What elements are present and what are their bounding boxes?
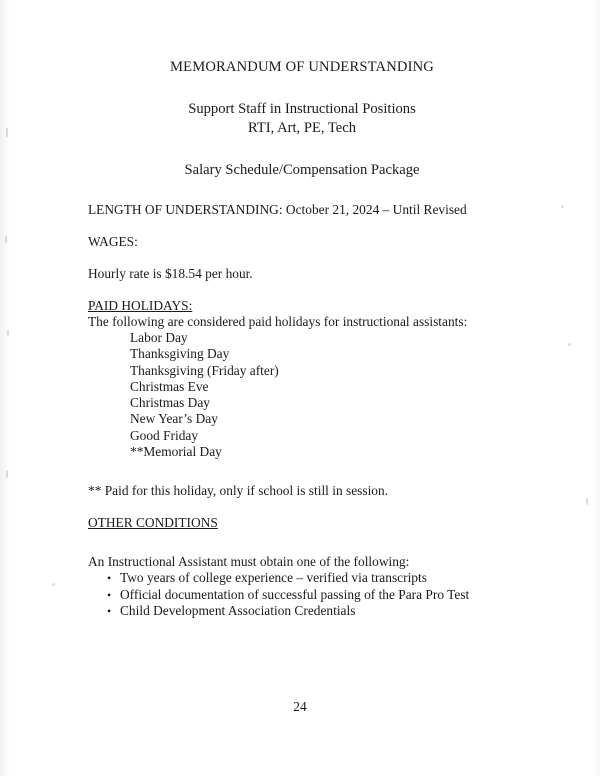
list-item: Labor Day [130, 330, 188, 345]
list-item: Thanksgiving Day [130, 346, 230, 362]
paid-holidays-intro: The following are considered paid holidays for instructional assistants: [88, 314, 468, 329]
spacer [88, 499, 516, 515]
wages-text: Hourly rate is $18.54 per hour. [88, 266, 253, 281]
scan-speck [568, 343, 571, 346]
list-item: Christmas Eve [130, 378, 209, 394]
page-number: 24 [293, 699, 307, 714]
subtitle-line-1: Support Staff in Instructional Positions [188, 101, 416, 117]
list-item [88, 570, 516, 586]
subtitle-line-2: RTI, Art, PE, Tech [247, 120, 357, 136]
spacer [88, 282, 516, 298]
scan-speck [52, 583, 55, 586]
spacer [88, 179, 516, 202]
title-block [88, 0, 516, 179]
subtitle-line-3: Salary Schedule/Compensation Package [184, 162, 420, 178]
list-item: Thanksgiving (Friday after) [130, 362, 279, 378]
spacer [88, 531, 516, 554]
bullet-icon: • [107, 603, 112, 618]
scan-speck [586, 498, 588, 505]
wages-heading: WAGES: [88, 234, 138, 249]
document-body [88, 0, 516, 619]
spacer [88, 218, 516, 234]
length-of-understanding: LENGTH OF UNDERSTANDING: October 21, 2024 – Until Revised [88, 202, 467, 217]
list-item-label: Two years of college experience – verified via transcripts [120, 570, 427, 586]
scan-speck [561, 205, 564, 208]
spacer [88, 460, 516, 483]
scan-edge-shadow-left [0, 0, 10, 776]
other-conditions-intro: An Instructional Assistant must obtain one of the following: [88, 554, 410, 570]
other-conditions-heading: OTHER CONDITIONS [88, 515, 218, 531]
scan-edge-shadow-right [592, 0, 600, 776]
list-item [88, 603, 516, 619]
scan-speck [5, 236, 7, 243]
list-item-label: Official documentation of successful passing of the Para Pro Test [120, 586, 470, 602]
list-item: Good Friday [130, 427, 199, 443]
list-item: **Memorial Day [130, 444, 222, 460]
spacer [88, 250, 516, 266]
scan-speck [7, 330, 9, 336]
list-item: Christmas Day [130, 395, 210, 411]
page-title: MEMORANDUM OF UNDERSTANDING [170, 59, 434, 75]
paid-holidays-heading: PAID HOLIDAYS: [88, 298, 193, 313]
scan-speck [6, 470, 8, 478]
scan-speck [6, 128, 8, 137]
list-item-label: Child Development Association Credentials [120, 602, 356, 618]
bullet-icon: • [107, 587, 112, 602]
paid-holidays-list [88, 330, 516, 460]
other-conditions-list [88, 570, 516, 619]
list-item: New Year’s Day [130, 411, 218, 427]
holiday-footnote: ** Paid for this holiday, only if school is still in session. [88, 483, 389, 499]
list-item [88, 587, 516, 603]
bullet-icon: • [107, 571, 112, 586]
